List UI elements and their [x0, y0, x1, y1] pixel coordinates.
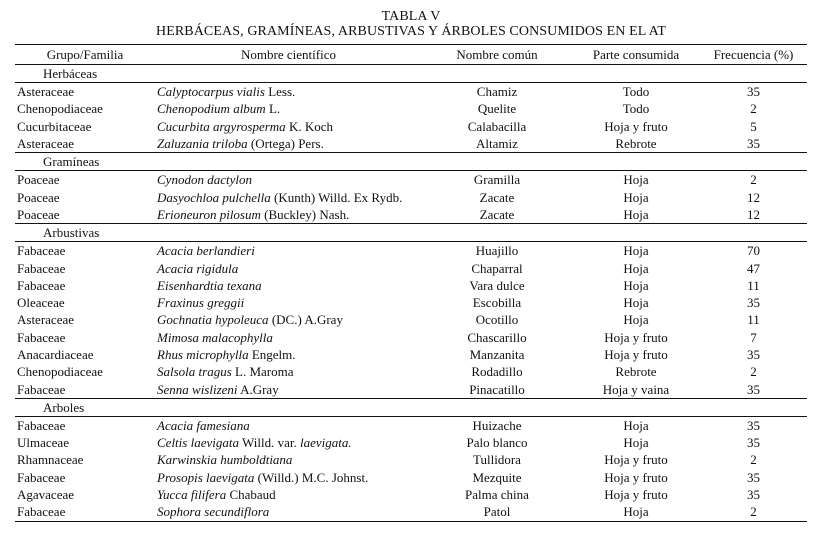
group-row-empty-cell: [422, 398, 572, 416]
cell-nombre-cientifico: [155, 363, 422, 380]
cell-frecuencia: 35: [747, 84, 760, 100]
cell-frecuencia: 35: [747, 347, 760, 362]
cell-nombre-cientifico: [155, 451, 422, 468]
group-row-empty-cell: [572, 398, 700, 416]
table-row: [15, 434, 807, 451]
group-name: Herbáceas: [15, 65, 155, 83]
cell-nombre-cientifico: [155, 135, 422, 153]
table-row: [15, 171, 807, 189]
table-row: [15, 242, 807, 260]
group-name: Gramíneas: [15, 153, 155, 171]
header-nombre-comun: Nombre común: [422, 45, 572, 65]
scientific-name-italic: Cynodon dactylon: [157, 172, 252, 188]
cell-parte-consumida: Hoja: [623, 243, 649, 259]
cell-frecuencia: 5: [750, 118, 757, 134]
scientific-name-author: (DC.) A.Gray: [268, 312, 343, 328]
header-grupo-familia: Grupo/Familia: [15, 45, 155, 65]
cell-familia: Cucurbitaceae: [17, 118, 92, 134]
cell-frecuencia: 2: [750, 364, 757, 380]
cell-nombre-comun: Rodadillo: [471, 364, 523, 380]
scientific-name-italic: Calyptocarpus vialis: [157, 84, 265, 100]
scientific-name-author: Chabaud: [226, 487, 276, 503]
cell-nombre-comun: Tullidora: [473, 452, 521, 468]
cell-nombre-cientifico: [155, 100, 422, 117]
scientific-name-italic: Celtis laevigata: [157, 435, 239, 451]
cell-parte-consumida: Hoja: [623, 435, 649, 451]
table-row: [15, 294, 807, 311]
group-row-empty-cell: [422, 224, 572, 242]
scientific-name-italic: Acacia rigidula: [157, 260, 239, 276]
cell-familia: Fabaceae: [17, 469, 66, 485]
cell-parte-consumida: Hoja y fruto: [604, 329, 668, 345]
cell-frecuencia: 12: [747, 189, 760, 205]
cell-frecuencia: 35: [747, 469, 760, 485]
scientific-name-author: (Ortega) Pers.: [247, 136, 324, 152]
cell-familia: Fabaceae: [17, 329, 66, 345]
table-row: [15, 118, 807, 135]
cell-nombre-cientifico: [155, 486, 422, 503]
cell-parte-consumida: Hoja: [572, 503, 700, 521]
scientific-name-italic: Fraxinus greggii: [157, 295, 245, 311]
scientific-name-italic: Prosopis laevigata: [157, 469, 255, 485]
cell-nombre-comun: Gramilla: [473, 172, 521, 188]
cell-nombre-comun: Escobilla: [472, 295, 522, 311]
cell-frecuencia: 11: [747, 312, 760, 328]
cell-nombre-comun: Ocotillo: [475, 312, 519, 328]
group-row-empty-cell: [700, 398, 807, 416]
cell-nombre-cientifico: [155, 259, 422, 276]
cell-familia: Fabaceae: [17, 277, 66, 293]
cell-nombre-comun: Chaparral: [471, 260, 523, 276]
table-row: [15, 188, 807, 205]
header-row: [15, 45, 807, 65]
cell-familia: Asteraceae: [17, 312, 75, 328]
group-row-empty-cell: [422, 153, 572, 171]
cell-familia: Fabaceae: [15, 503, 155, 521]
cell-familia: Fabaceae: [17, 417, 66, 433]
cell-familia: Ulmaceae: [17, 435, 69, 451]
cell-nombre-cientifico: [155, 329, 422, 346]
cell-nombre-comun: Zacate: [422, 206, 572, 224]
cell-nombre-comun: Quelite: [477, 101, 517, 117]
cell-nombre-comun: Zacate: [479, 189, 515, 205]
cell-nombre-cientifico: [155, 416, 422, 434]
cell-nombre-comun: Chamiz: [476, 84, 518, 100]
cell-nombre-cientifico: [155, 242, 422, 260]
scientific-name-italic: Mimosa malacophylla: [157, 329, 273, 345]
table-row: [15, 503, 807, 521]
cell-frecuencia: 70: [747, 243, 760, 259]
table-row: [15, 363, 807, 380]
cell-frecuencia: 35: [700, 135, 807, 153]
scientific-name-italic: Karwinskia humboldtiana: [157, 452, 293, 468]
cell-familia: Oleaceae: [17, 295, 65, 311]
cell-parte-consumida: Hoja: [623, 277, 649, 293]
cell-nombre-cientifico: [155, 311, 422, 328]
scientific-name-author: L. Maroma: [231, 364, 294, 380]
scientific-name-italic: Senna wislizeni: [157, 381, 238, 397]
cell-familia: Poaceae: [17, 189, 60, 205]
group-row-empty-cell: [155, 153, 422, 171]
scientific-name-italic: Acacia berlandieri: [157, 243, 255, 259]
scientific-name-author: (Buckley) Nash.: [260, 206, 350, 222]
cell-frecuencia: 2: [750, 452, 757, 468]
cell-frecuencia: 35: [747, 435, 760, 451]
scientific-name-italic: Acacia famesiana: [157, 417, 250, 433]
scientific-name-author: Less.: [264, 84, 296, 100]
cell-familia: Chenopodiaceae: [17, 101, 103, 117]
table-row: [15, 451, 807, 468]
cell-frecuencia: 12: [700, 206, 807, 224]
cell-parte-consumida: Hoja y fruto: [604, 469, 668, 485]
cell-familia: Asteraceae: [17, 84, 75, 100]
table-row: [15, 277, 807, 294]
cell-frecuencia: 2: [700, 503, 807, 521]
cell-frecuencia: 35: [747, 487, 760, 503]
cell-parte-consumida: Hoja y fruto: [604, 452, 668, 468]
scientific-name-italic: Dasyochloa pulchella: [157, 189, 271, 205]
group-row: [15, 65, 807, 83]
cell-familia: Anacardiaceae: [17, 347, 94, 362]
table-row: [15, 259, 807, 276]
cell-frecuencia: 35: [747, 417, 760, 433]
cell-familia: Fabaceae: [17, 243, 66, 259]
consumed-plants-table: [15, 44, 807, 522]
cell-familia: Agavaceae: [17, 487, 75, 503]
scientific-name-author: L.: [265, 101, 281, 117]
cell-parte-consumida: Rebrote: [572, 135, 700, 153]
scientific-name-author: (Kunth) Willd. Ex Rydb.: [270, 189, 403, 205]
cell-parte-consumida: Hoja: [623, 189, 649, 205]
table-caption-label: TABLA V: [381, 9, 441, 24]
header-nombre-cientifico: Nombre científico: [155, 45, 422, 65]
cell-familia: Poaceae: [15, 206, 155, 224]
cell-nombre-comun: Palma china: [465, 487, 529, 503]
cell-familia: Poaceae: [17, 172, 60, 188]
scientific-name-italic: Erioneuron pilosum: [157, 206, 261, 222]
header-frecuencia: Frecuencia (%): [700, 45, 807, 65]
cell-familia: Fabaceae: [17, 260, 66, 276]
cell-parte-consumida: Hoja y fruto: [604, 118, 668, 134]
cell-parte-consumida: Hoja: [623, 417, 649, 433]
table-row: [15, 416, 807, 434]
table-header: [15, 45, 807, 65]
cell-familia: Chenopodiaceae: [17, 364, 103, 380]
cell-nombre-cientifico: [155, 380, 422, 398]
group-row-empty-cell: [700, 65, 807, 83]
cell-parte-consumida: Hoja y vaina: [572, 380, 700, 398]
cell-parte-consumida: Hoja y fruto: [604, 487, 668, 503]
cell-frecuencia: 2: [750, 172, 757, 188]
cell-nombre-comun: Chascarillo: [467, 329, 527, 345]
cell-familia: Fabaceae: [15, 380, 155, 398]
group-name: Arbustivas: [15, 224, 155, 242]
cell-nombre-cientifico: [155, 118, 422, 135]
scientific-name-author: K. Koch: [285, 118, 333, 134]
cell-parte-consumida: Hoja: [572, 206, 700, 224]
table-row: [15, 100, 807, 117]
table-caption-title: HERBÁCEAS, GRAMÍNEAS, ARBUSTIVAS Y ÁRBOLES CONSUMIDOS EN EL AT: [155, 24, 666, 39]
group-row-empty-cell: [155, 398, 422, 416]
cell-nombre-comun: Manzanita: [469, 347, 525, 362]
group-row-empty-cell: [572, 153, 700, 171]
cell-nombre-comun: Altamiz: [422, 135, 572, 153]
scientific-name-author: (Willd.) M.C. Johnst.: [254, 469, 369, 485]
scientific-name-italic-suffix: laevigata.: [299, 435, 352, 451]
cell-frecuencia: 11: [747, 277, 760, 293]
table-row: [15, 469, 807, 486]
cell-nombre-cientifico: [155, 294, 422, 311]
table-row: [15, 329, 807, 346]
cell-nombre-cientifico: [155, 171, 422, 189]
cell-parte-consumida: Hoja: [623, 295, 649, 311]
table-row: [15, 83, 807, 101]
cell-parte-consumida: Hoja: [623, 172, 649, 188]
cell-nombre-cientifico: [155, 434, 422, 451]
scientific-name-italic: Gochnatia hypoleuca: [157, 312, 269, 328]
cell-frecuencia: 7: [750, 329, 757, 345]
group-row: [15, 153, 807, 171]
scientific-name-author: Engelm.: [248, 347, 296, 362]
scientific-name-author: A.Gray: [237, 381, 279, 397]
cell-frecuencia: 35: [747, 295, 760, 311]
table-row: [15, 380, 807, 398]
cell-nombre-cientifico: [155, 503, 422, 521]
group-row: [15, 398, 807, 416]
scientific-name-italic: Eisenhardtia texana: [157, 277, 262, 293]
scientific-name-author: Willd. var.: [238, 435, 300, 451]
cell-nombre-cientifico: [155, 188, 422, 205]
scientific-name-italic: Salsola tragus: [157, 364, 232, 380]
cell-nombre-cientifico: [155, 346, 422, 363]
table-row: [15, 486, 807, 503]
cell-parte-consumida: Hoja: [623, 260, 649, 276]
scientific-name-italic: Zaluzania triloba: [157, 136, 248, 152]
group-row-empty-cell: [155, 65, 422, 83]
table-row: [15, 346, 807, 363]
group-row-empty-cell: [700, 224, 807, 242]
group-row: [15, 224, 807, 242]
cell-nombre-comun: Patol: [422, 503, 572, 521]
group-row-empty-cell: [422, 65, 572, 83]
table-row: [15, 206, 807, 224]
cell-parte-consumida: Todo: [622, 101, 650, 117]
cell-nombre-comun: Huizache: [472, 417, 522, 433]
cell-parte-consumida: Rebrote: [615, 364, 657, 380]
cell-nombre-comun: Mezquite: [472, 469, 522, 485]
scientific-name-italic: Rhus microphylla: [157, 347, 249, 362]
group-row-empty-cell: [155, 224, 422, 242]
group-row-empty-cell: [700, 153, 807, 171]
header-parte-consumida: Parte consumida: [572, 45, 700, 65]
scientific-name-italic: Chenopodium album: [157, 101, 266, 117]
table-body: [15, 65, 807, 522]
cell-frecuencia: 35: [700, 380, 807, 398]
cell-parte-consumida: Hoja: [623, 312, 649, 328]
cell-nombre-comun: Calabacilla: [467, 118, 527, 134]
cell-frecuencia: 2: [750, 101, 757, 117]
cell-parte-consumida: Hoja y fruto: [604, 347, 668, 362]
cell-nombre-comun: Vara dulce: [469, 277, 525, 293]
cell-nombre-cientifico: [155, 277, 422, 294]
cell-frecuencia: 47: [747, 260, 760, 276]
cell-nombre-cientifico: [155, 83, 422, 101]
scientific-name-italic: Cucurbita argyrosperma: [157, 118, 286, 134]
group-name: Arboles: [15, 398, 155, 416]
table-row: [15, 135, 807, 153]
cell-nombre-cientifico: [155, 206, 422, 224]
table-row: [15, 311, 807, 328]
cell-nombre-comun: Pinacatillo: [422, 380, 572, 398]
cell-parte-consumida: Todo: [622, 84, 650, 100]
cell-nombre-comun: Huajillo: [475, 243, 519, 259]
cell-nombre-comun: Palo blanco: [466, 435, 528, 451]
scientific-name-italic: Yucca filifera: [157, 487, 227, 503]
cell-familia: Asteraceae: [15, 135, 155, 153]
scientific-name-italic: Sophora secundiflora: [157, 504, 270, 520]
group-row-empty-cell: [572, 65, 700, 83]
group-row-empty-cell: [572, 224, 700, 242]
cell-familia: Rhamnaceae: [17, 452, 84, 468]
cell-nombre-cientifico: [155, 469, 422, 486]
